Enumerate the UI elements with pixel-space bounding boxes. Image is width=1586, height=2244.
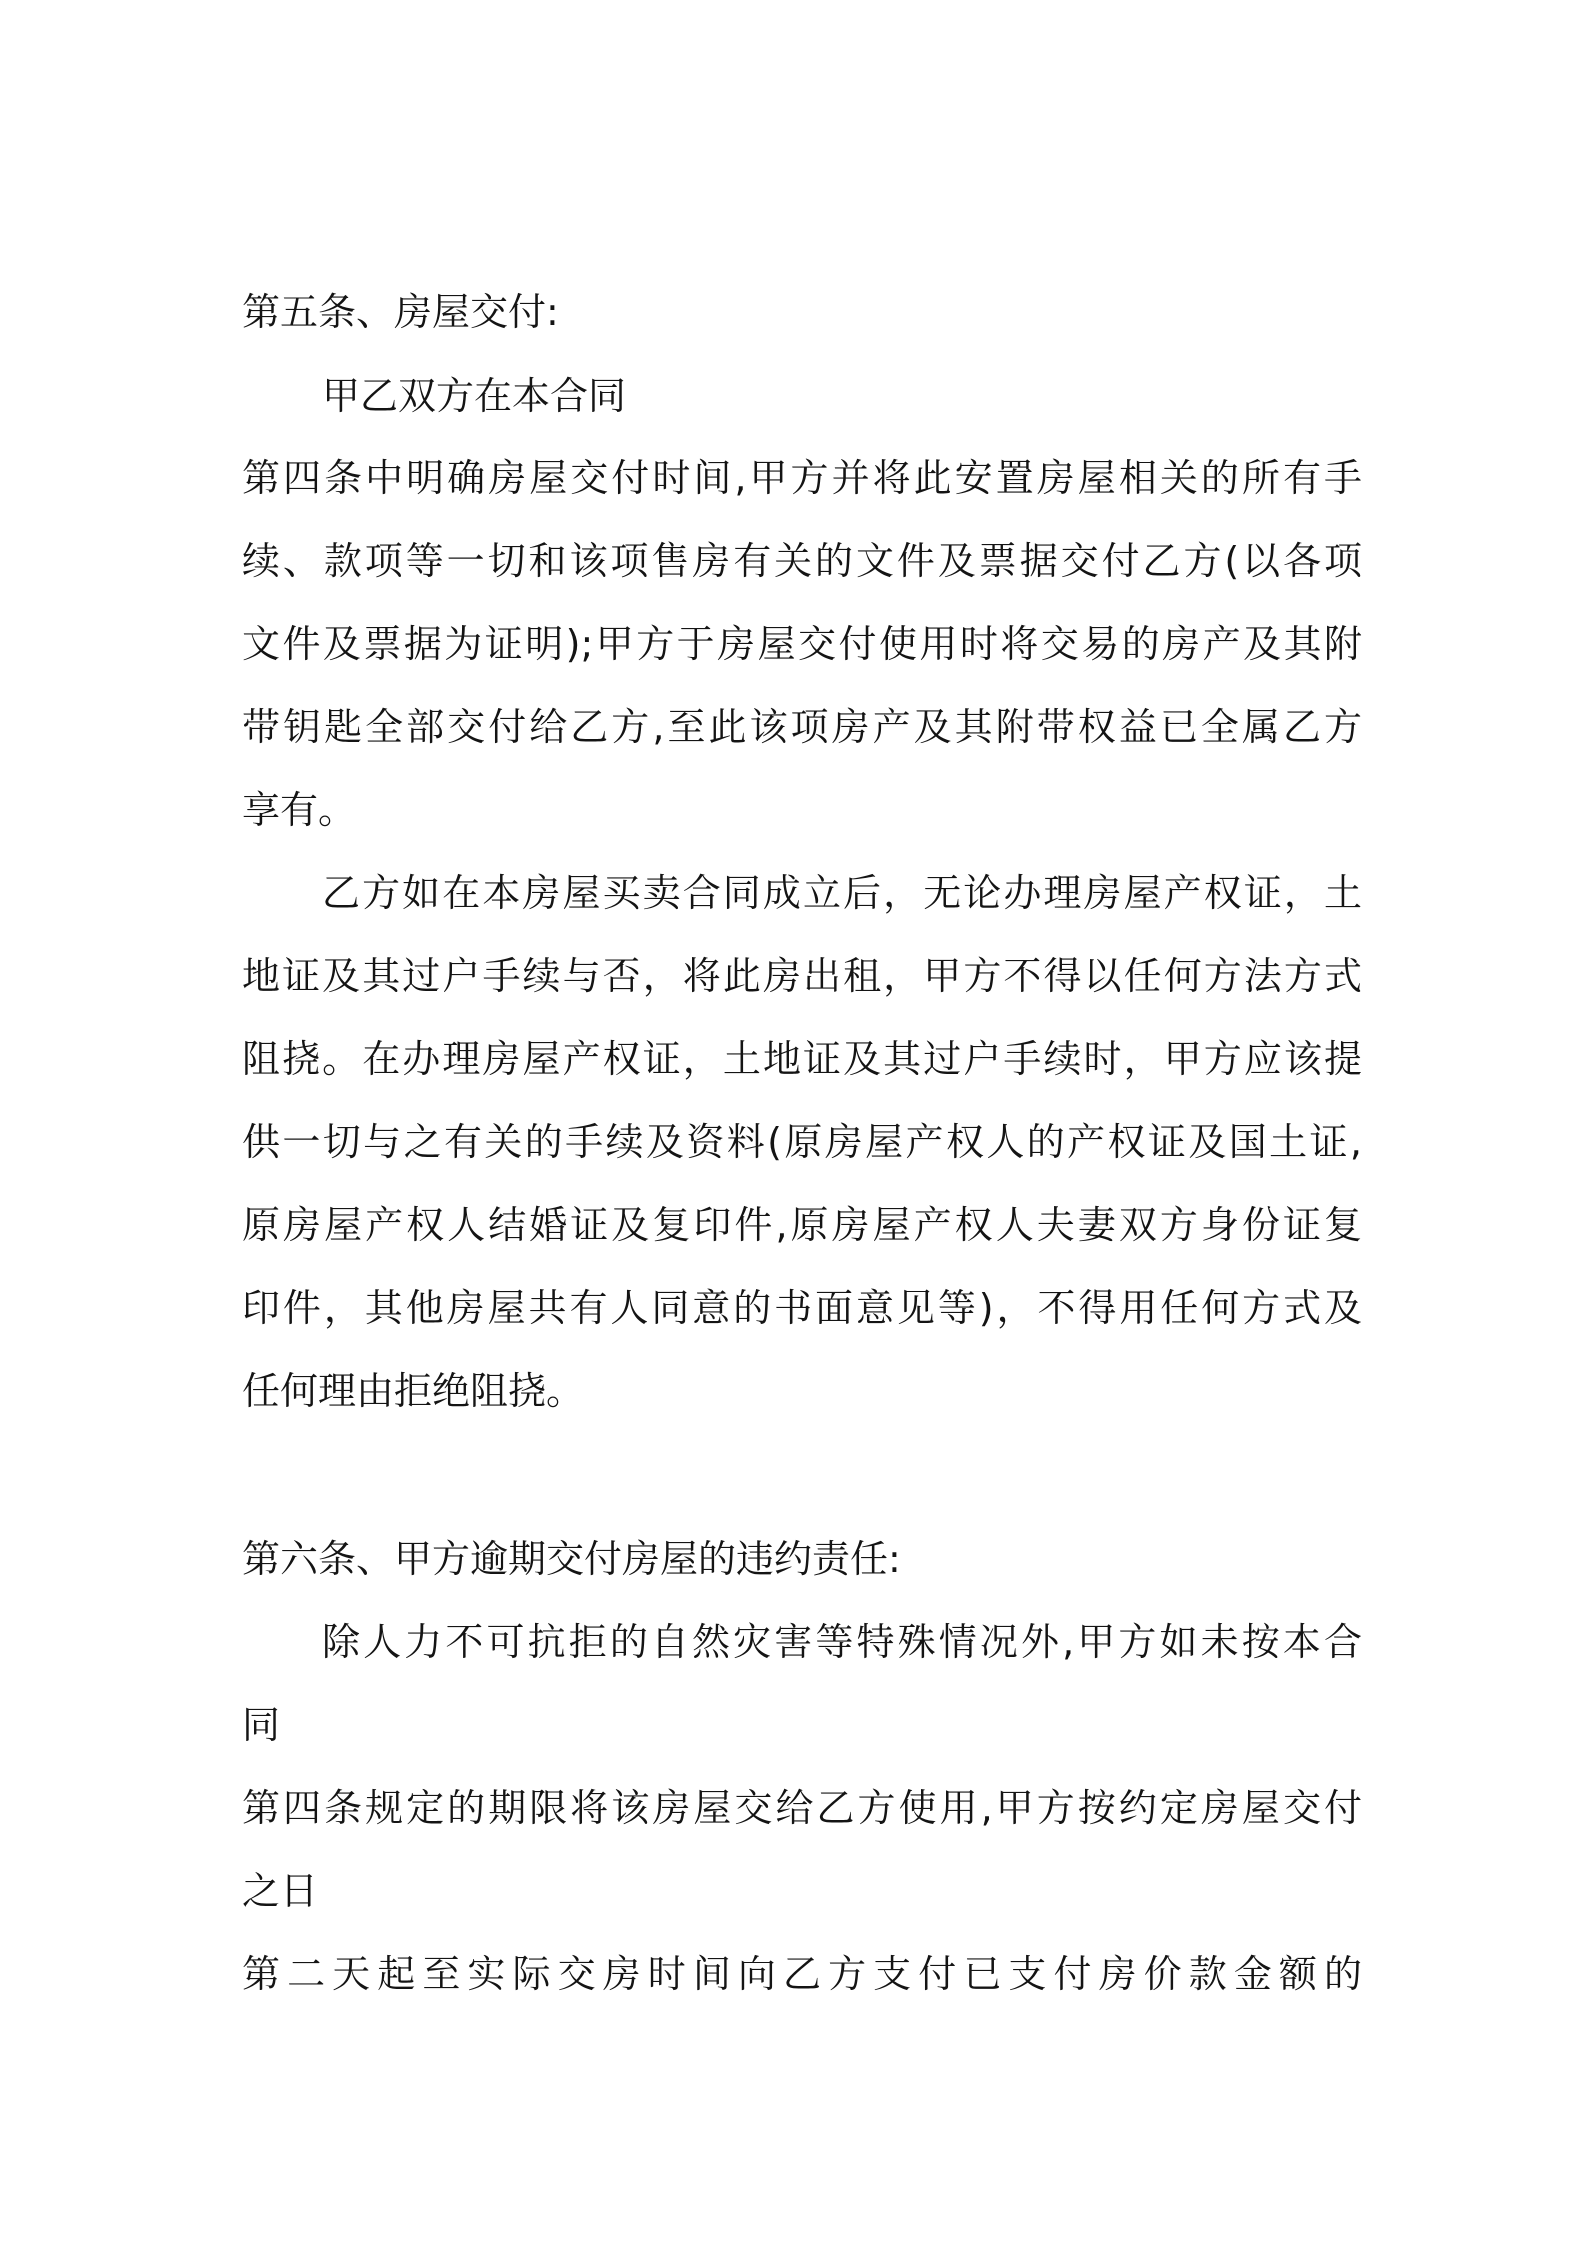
section-5-p2-line-5: 原房屋产权人结婚证及复印件,原房屋产权人夫妻双方身份证复 [242,1203,1362,1247]
section-5-p1-line-2: 第四条中明确房屋交付时间,甲方并将此安置房屋相关的所有手 [242,456,1362,500]
section-5-p2-line-2: 地证及其过户手续与否，将此房出租，甲方不得以任何方法方式 [242,954,1362,998]
section-6-p1-line-2: 同 [242,1703,281,1747]
section-6-p1-line-1: 除人力不可抗拒的自然灾害等特殊情况外,甲方如未按本合 [322,1620,1362,1664]
section-5-p1-line-4: 文件及票据为证明);甲方于房屋交付使用时将交易的房产及其附 [242,622,1362,666]
section-5-p2-line-4: 供一切与之有关的手续及资料(原房屋产权人的产权证及国土证, [242,1120,1362,1164]
section-6-heading: 第六条、甲方逾期交付房屋的违约责任: [242,1537,901,1581]
section-5-p1-line-3: 续、款项等一切和该项售房有关的文件及票据交付乙方(以各项 [242,539,1362,583]
section-5-p1-line-6: 享有。 [242,788,357,832]
section-6-p1-line-5: 第二天起至实际交房时间向乙方支付已支付房价款金额的 [242,1952,1362,1996]
section-5-p1-line-5: 带钥匙全部交付给乙方,至此该项房产及其附带权益已全属乙方 [242,705,1362,749]
section-5-p1-line-1: 甲乙双方在本合同 [322,374,627,418]
section-5-p2-line-6: 印件，其他房屋共有人同意的书面意见等)，不得用任何方式及 [242,1286,1362,1330]
section-5-p2-line-3: 阻挠。在办理房屋产权证，土地证及其过户手续时，甲方应该提 [242,1037,1362,1081]
section-5-heading: 第五条、房屋交付: [242,290,559,334]
section-5-p2-line-1: 乙方如在本房屋买卖合同成立后，无论办理房屋产权证，土 [322,871,1362,915]
section-5-p2-line-7: 任何理由拒绝阻挠。 [242,1369,585,1413]
section-6-p1-line-4: 之日 [242,1869,319,1913]
section-6-p1-line-3: 第四条规定的期限将该房屋交给乙方使用,甲方按约定房屋交付 [242,1786,1362,1830]
